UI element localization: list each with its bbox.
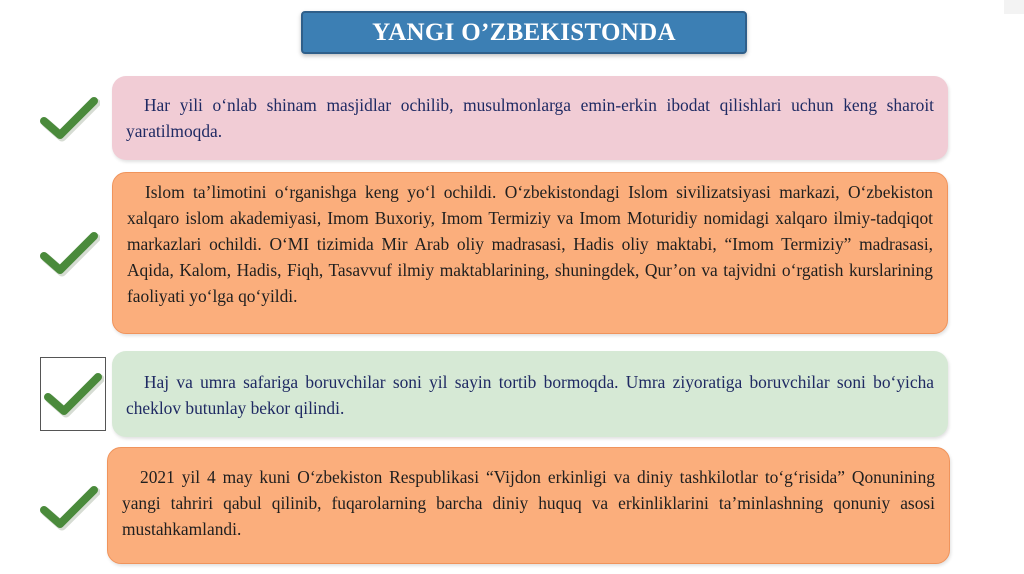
info-card-2 xyxy=(112,172,948,334)
info-card-text: 2021 yil 4 may kuni O‘zbekiston Respublikasi “Vijdon erkinligi va diniy tashkilotlar to‘g‘risida” Qonunining yangi tahriri qabul qilinib, fuqarolarning barcha diniy huquq va erkinliklarini ta’minlashning qonuniy asosi mustahkamlandi. xyxy=(122,467,935,539)
info-card-text: Islom ta’limotini o‘rganishga keng yo‘l ochildi. O‘zbekistondagi Islom sivilizatsiyasi markazi, O‘zbekiston xalqaro islom akademiyasi, Imom Buxoriy, Imom Termiziy va Imom Moturidiy nomidagi xalqaro ilmiy-tadqiqot markazlari ochildi. O‘MI tizimida Mir Arab oliy madrasasi, Hadis oliy maktabi, “Imom Termiziy” madrasasi, Aqida, Kalom, Hadis, Fiqh, Tasavvuf ilmiy maktablarining, shuningdek, Qur’on va tajvidni o‘rgatish kurslarining faoliyati yo‘lga qo‘yildi. xyxy=(127,182,933,306)
slide-corner-strip xyxy=(1004,0,1024,14)
checkmark-icon xyxy=(42,371,104,419)
info-card-4 xyxy=(107,447,950,564)
checkmark-icon xyxy=(38,484,100,532)
title-banner xyxy=(301,11,747,54)
info-card-1 xyxy=(112,76,948,160)
info-card-3 xyxy=(112,351,948,437)
page-title: YANGI O’ZBEKISTONDA xyxy=(372,18,676,46)
checkmark-icon xyxy=(38,95,100,143)
checkmark-icon xyxy=(38,230,100,278)
info-card-text: Har yili o‘nlab shinam masjidlar ochilib, musulmonlarga emin-erkin ibodat qilishlari uchun keng sharoit yaratilmoqda. xyxy=(126,95,934,141)
info-card-text: Haj va umra safariga boruvchilar soni yil sayin tortib bormoqda. Umra ziyoratiga boruvchilar soni bo‘yicha cheklov butunlay bekor qilindi. xyxy=(126,372,934,418)
